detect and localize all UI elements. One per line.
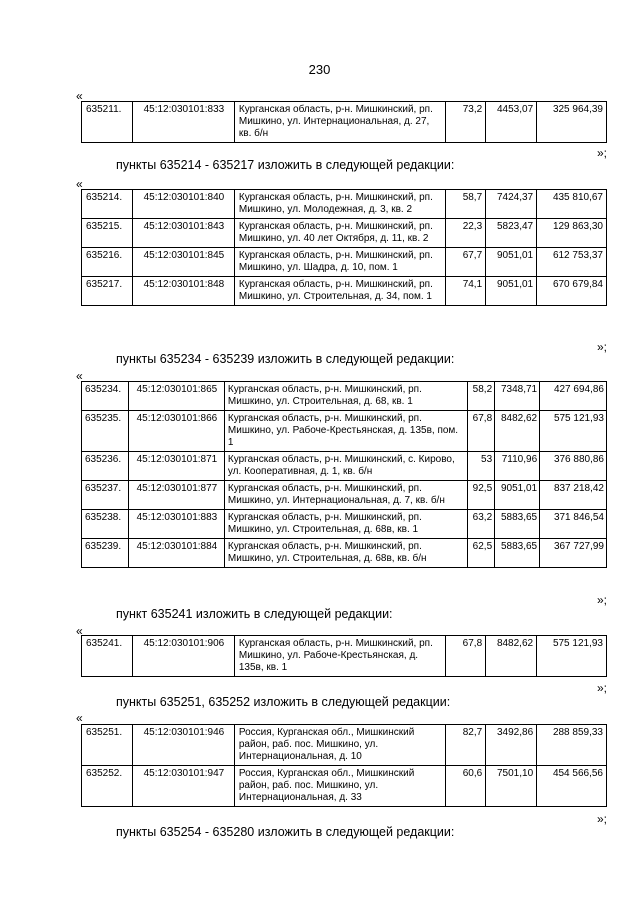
opening-quote: «: [76, 89, 83, 103]
area-cell: 92,5: [468, 481, 495, 510]
cadastral-value-cell: 376 880,86: [540, 452, 607, 481]
table-row: [82, 382, 607, 411]
cadastral-value-cell: 427 694,86: [540, 382, 607, 411]
cadastral-value-cell: 325 964,39: [537, 102, 607, 143]
cadastral-number-cell: 45:12:030101:946: [132, 725, 234, 766]
table-row: [82, 219, 607, 248]
cadastral-value-cell: 575 121,93: [540, 411, 607, 452]
record-number-cell: 635216.: [82, 248, 133, 277]
cadastral-number-cell: 45:12:030101:833: [132, 102, 234, 143]
address-cell: Курганская область, р-н. Мишкинский, рп. Мишкино, ул. Строительная, д. 68в, кв. 1: [224, 510, 467, 539]
closing-quote: »;: [596, 812, 607, 826]
record-number-cell: 635214.: [82, 190, 133, 219]
unit-value-cell: 8482,62: [495, 411, 540, 452]
cadastral-value-cell: 129 863,30: [537, 219, 607, 248]
closing-quote: »;: [596, 340, 607, 354]
area-cell: 63,2: [468, 510, 495, 539]
address-cell: Курганская область, р-н. Мишкинский, рп. Мишкино, ул. Рабоче-Крестьянская, д. 135в, кв. 1: [234, 636, 445, 677]
closing-quote: »;: [596, 593, 607, 607]
area-cell: 74,1: [446, 277, 486, 306]
unit-value-cell: 9051,01: [495, 481, 540, 510]
cadastral-value-cell: 454 566,56: [537, 766, 607, 807]
unit-value-cell: 9051,01: [486, 248, 537, 277]
cadastral-number-cell: 45:12:030101:843: [132, 219, 234, 248]
address-cell: Россия, Курганская обл., Мишкинский район, раб. пос. Мишкино, ул. Интернациональная, д. 33: [234, 766, 445, 807]
cadastral-number-cell: 45:12:030101:877: [128, 481, 224, 510]
closing-quote: »;: [596, 146, 607, 160]
closing-quote: »;: [596, 681, 607, 695]
area-cell: 60,6: [446, 766, 486, 807]
table-row: [82, 248, 607, 277]
unit-value-cell: 7110,96: [495, 452, 540, 481]
cadastral-number-cell: 45:12:030101:883: [128, 510, 224, 539]
record-number-cell: 635252.: [82, 766, 133, 807]
page-number: 230: [308, 62, 331, 77]
unit-value-cell: 5823,47: [486, 219, 537, 248]
cadastral-number-cell: 45:12:030101:871: [128, 452, 224, 481]
area-cell: 22,3: [446, 219, 486, 248]
address-cell: Курганская область, р-н. Мишкинский, рп. Мишкино, ул. Шадра, д. 10, пом. 1: [234, 248, 445, 277]
record-table-5: [81, 724, 607, 807]
unit-value-cell: 7424,37: [486, 190, 537, 219]
area-cell: 58,7: [446, 190, 486, 219]
record-number-cell: 635238.: [82, 510, 129, 539]
cadastral-number-cell: 45:12:030101:947: [132, 766, 234, 807]
cadastral-number-cell: 45:12:030101:884: [128, 539, 224, 568]
opening-quote: «: [76, 177, 83, 191]
cadastral-value-cell: 575 121,93: [537, 636, 607, 677]
area-cell: 62,5: [468, 539, 495, 568]
unit-value-cell: 8482,62: [486, 636, 537, 677]
cadastral-number-cell: 45:12:030101:865: [128, 382, 224, 411]
cadastral-value-cell: 837 218,42: [540, 481, 607, 510]
table-row: [82, 510, 607, 539]
area-cell: 53: [468, 452, 495, 481]
instruction-text: пункты 635234 - 635239 изложить в следующей редакции:: [116, 352, 455, 366]
record-table-1: [81, 101, 607, 143]
unit-value-cell: 7348,71: [495, 382, 540, 411]
unit-value-cell: 5883,65: [495, 510, 540, 539]
record-number-cell: 635215.: [82, 219, 133, 248]
area-cell: 67,8: [468, 411, 495, 452]
unit-value-cell: 4453,07: [486, 102, 537, 143]
record-number-cell: 635211.: [82, 102, 133, 143]
table-row: [82, 636, 607, 677]
cadastral-value-cell: 612 753,37: [537, 248, 607, 277]
opening-quote: «: [76, 369, 83, 383]
address-cell: Курганская область, р-н. Мишкинский, рп. Мишкино, ул. Строительная, д. 34, пом. 1: [234, 277, 445, 306]
address-cell: Курганская область, р-н. Мишкинский, рп. Мишкино, ул. Молодежная, д. 3, кв. 2: [234, 190, 445, 219]
record-number-cell: 635239.: [82, 539, 129, 568]
instruction-text: пункт 635241 изложить в следующей редакции:: [116, 607, 393, 621]
unit-value-cell: 5883,65: [495, 539, 540, 568]
instruction-text: пункты 635254 - 635280 изложить в следующей редакции:: [116, 825, 455, 839]
table-row: [82, 277, 607, 306]
area-cell: 67,7: [446, 248, 486, 277]
area-cell: 58,2: [468, 382, 495, 411]
cadastral-number-cell: 45:12:030101:848: [132, 277, 234, 306]
table-row: [82, 481, 607, 510]
record-table-2: [81, 189, 607, 306]
area-cell: 82,7: [446, 725, 486, 766]
table-row: [82, 766, 607, 807]
cadastral-number-cell: 45:12:030101:845: [132, 248, 234, 277]
record-number-cell: 635235.: [82, 411, 129, 452]
table-row: [82, 452, 607, 481]
table-row: [82, 102, 607, 143]
cadastral-number-cell: 45:12:030101:866: [128, 411, 224, 452]
address-cell: Россия, Курганская обл., Мишкинский район, раб. пос. Мишкино, ул. Интернациональная, д. 10: [234, 725, 445, 766]
cadastral-value-cell: 288 859,33: [537, 725, 607, 766]
table-row: [82, 190, 607, 219]
address-cell: Курганская область, р-н. Мишкинский, рп. Мишкино, ул. 40 лет Октября, д. 11, кв. 2: [234, 219, 445, 248]
record-number-cell: 635241.: [82, 636, 133, 677]
instruction-text: пункты 635214 - 635217 изложить в следующей редакции:: [116, 158, 455, 172]
cadastral-value-cell: 670 679,84: [537, 277, 607, 306]
record-number-cell: 635236.: [82, 452, 129, 481]
record-number-cell: 635234.: [82, 382, 129, 411]
cadastral-number-cell: 45:12:030101:906: [132, 636, 234, 677]
record-table-3: [81, 381, 607, 568]
area-cell: 73,2: [446, 102, 486, 143]
table-row: [82, 539, 607, 568]
unit-value-cell: 3492,86: [486, 725, 537, 766]
record-number-cell: 635217.: [82, 277, 133, 306]
record-number-cell: 635251.: [82, 725, 133, 766]
opening-quote: «: [76, 711, 83, 725]
address-cell: Курганская область, р-н. Мишкинский, рп. Мишкино, ул. Строительная, д. 68в, кв. б/н: [224, 539, 467, 568]
address-cell: Курганская область, р-н. Мишкинский, рп. Мишкино, ул. Интернациональная, д. 27, кв. б/н: [234, 102, 445, 143]
cadastral-value-cell: 367 727,99: [540, 539, 607, 568]
address-cell: Курганская область, р-н. Мишкинский, рп. Мишкино, ул. Строительная, д. 68, кв. 1: [224, 382, 467, 411]
cadastral-number-cell: 45:12:030101:840: [132, 190, 234, 219]
address-cell: Курганская область, р-н. Мишкинский, рп. Мишкино, ул. Интернациональная, д. 7, кв. б/н: [224, 481, 467, 510]
table-row: [82, 411, 607, 452]
cadastral-value-cell: 371 846,54: [540, 510, 607, 539]
record-table-4: [81, 635, 607, 677]
record-number-cell: 635237.: [82, 481, 129, 510]
area-cell: 67,8: [446, 636, 486, 677]
cadastral-value-cell: 435 810,67: [537, 190, 607, 219]
table-row: [82, 725, 607, 766]
unit-value-cell: 9051,01: [486, 277, 537, 306]
address-cell: Курганская область, р-н. Мишкинский, рп. Мишкино, ул. Рабоче-Крестьянская, д. 135в, пом. 1: [224, 411, 467, 452]
address-cell: Курганская область, р-н. Мишкинский, с. Кирово, ул. Кооперативная, д. 1, кв. б/н: [224, 452, 467, 481]
instruction-text: пункты 635251, 635252 изложить в следующей редакции:: [116, 695, 451, 709]
opening-quote: «: [76, 624, 83, 638]
unit-value-cell: 7501,10: [486, 766, 537, 807]
